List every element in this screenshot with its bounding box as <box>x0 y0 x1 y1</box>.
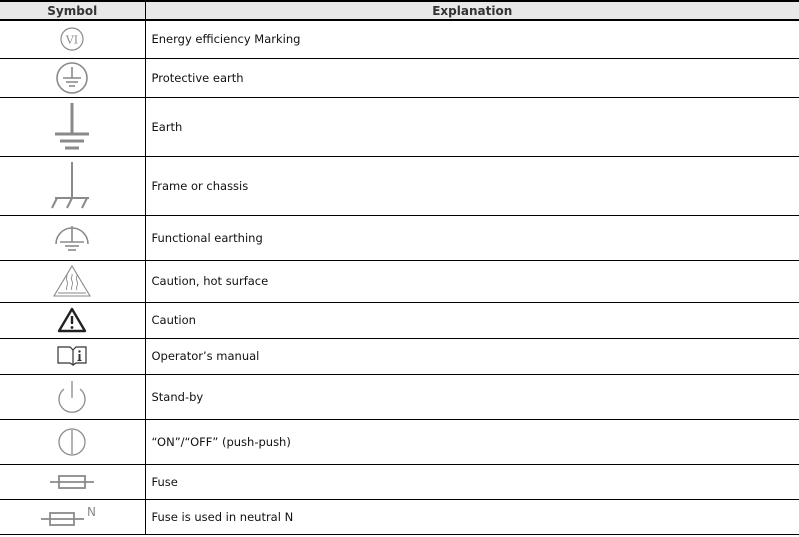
symbol-cell <box>0 464 145 499</box>
table-row <box>0 20 799 58</box>
table-header-row <box>0 1 799 20</box>
explanation-cell: Protective earth <box>145 58 799 97</box>
svg-text:N: N <box>87 504 97 519</box>
explanation-cell: Fuse <box>145 464 799 499</box>
table-row <box>0 215 799 260</box>
earth-icon <box>52 101 92 153</box>
symbol-cell <box>0 374 145 419</box>
explanation-cell: Energy efficiency Marking <box>145 20 799 58</box>
table-row <box>0 260 799 302</box>
symbol-cell <box>0 302 145 338</box>
explanation-cell: Caution <box>145 302 799 338</box>
functional-earthing-icon <box>52 220 92 256</box>
table-row <box>0 156 799 215</box>
table-row <box>0 464 799 499</box>
explanation-cell: Stand-by <box>145 374 799 419</box>
fuse-neutral-icon <box>40 504 104 530</box>
table-row <box>0 302 799 338</box>
symbol-column-header: Symbol <box>0 1 145 20</box>
table-row <box>0 499 799 534</box>
fuse-icon <box>49 472 95 492</box>
standby-icon <box>54 378 90 416</box>
explanation-cell: Operator’s manual <box>145 338 799 374</box>
explanation-cell: Earth <box>145 97 799 156</box>
explanation-cell: “ON”/“OFF” (push-push) <box>145 419 799 464</box>
hot-surface-warning-icon <box>51 263 93 299</box>
table-row <box>0 338 799 374</box>
on-off-push-push-icon <box>55 425 89 459</box>
svg-text:VI: VI <box>66 33 79 47</box>
symbol-cell <box>0 260 145 302</box>
symbol-cell <box>0 58 145 97</box>
symbol-cell <box>0 20 145 58</box>
symbol-cell <box>0 338 145 374</box>
protective-earth-icon <box>54 60 90 96</box>
explanation-column-header: Explanation <box>145 1 799 20</box>
frame-chassis-icon <box>50 160 94 212</box>
explanation-cell: Caution, hot surface <box>145 260 799 302</box>
symbol-cell <box>0 419 145 464</box>
symbol-cell <box>0 215 145 260</box>
symbol-cell <box>0 156 145 215</box>
explanation-cell: Frame or chassis <box>145 156 799 215</box>
explanation-cell: Fuse is used in neutral N <box>145 499 799 534</box>
table-row <box>0 419 799 464</box>
table-row <box>0 58 799 97</box>
symbol-cell <box>0 499 145 534</box>
operators-manual-icon <box>56 344 88 368</box>
symbol-cell <box>0 97 145 156</box>
caution-triangle-icon <box>57 307 87 333</box>
energy-efficiency-vi-icon <box>57 24 87 54</box>
explanation-cell: Functional earthing <box>145 215 799 260</box>
table-row <box>0 97 799 156</box>
table-row <box>0 374 799 419</box>
